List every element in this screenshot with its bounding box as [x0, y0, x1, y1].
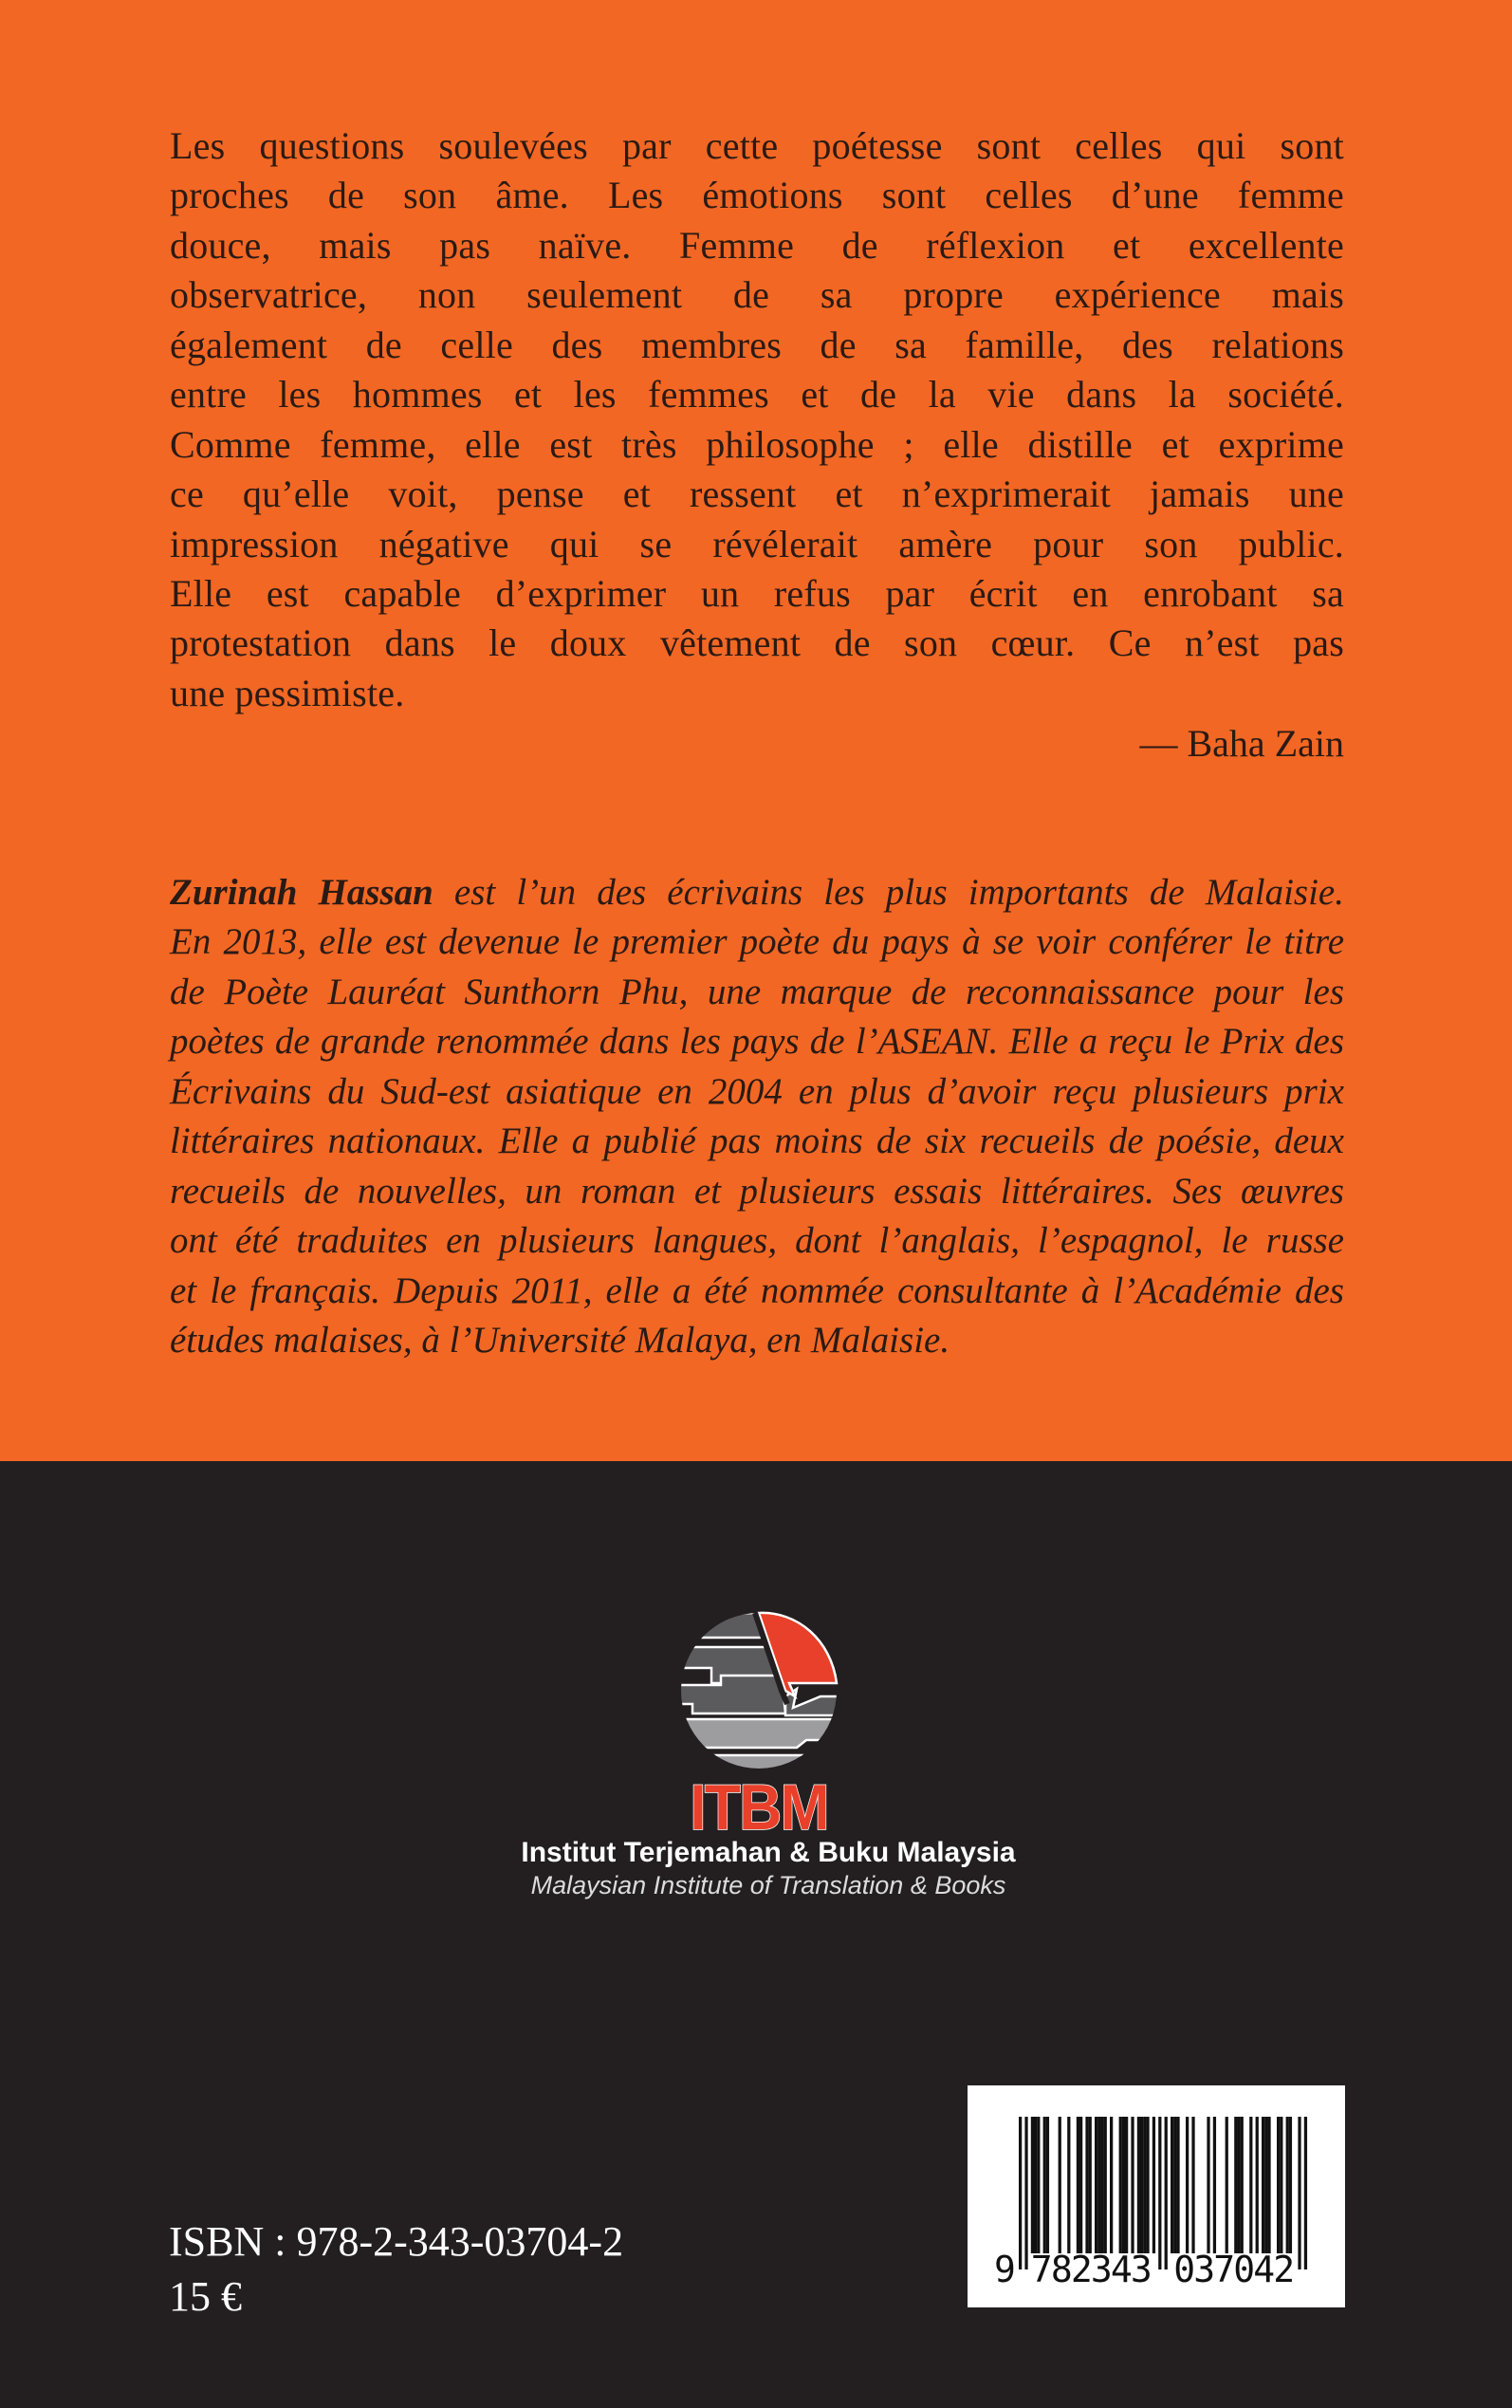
quote-line: impression négative qui se révélerait amère pour son public.: [170, 522, 1344, 565]
bio-line: ont été traduites en plusieurs langues, dont l’anglais, l’espagnol, le russe: [170, 1220, 1344, 1262]
barcode: [968, 2085, 1345, 2307]
bio-line: recueils de nouvelles, un roman et plusieurs essais littéraires. Ses œuvres: [170, 1170, 1344, 1212]
quote-line: observatrice, non seulement de sa propre expérience mais: [170, 273, 1344, 317]
quote-line: Elle est capable d’exprimer un refus par écrit en enrobant sa: [170, 571, 1344, 615]
svg-text:9: 9: [994, 2249, 1016, 2290]
bio-line: et le français. Depuis 2011, elle a été nommée consultante à l’Académie des: [170, 1269, 1344, 1311]
publisher-name: Institut Terjemahan & Buku Malaysia: [521, 1837, 1016, 1868]
bio-line: En 2013, elle est devenue le premier poète du pays à se voir conférer le titre: [170, 921, 1344, 963]
barcode-icon: [968, 2085, 1345, 2307]
author-bio: [170, 868, 1344, 1365]
bio-line: [170, 868, 1344, 917]
quote-line: douce, mais pas naïve. Femme de réflexion et excellente: [170, 223, 1344, 267]
publisher-name-english: Malaysian Institute of Translation & Books: [530, 1871, 1006, 1899]
svg-text:037042: 037042: [1173, 2249, 1296, 2290]
quote-line: Les questions soulevées par cette poétesse sont celles qui sont: [170, 124, 1344, 167]
ship-sail-globe-icon: [664, 1609, 854, 1780]
review-quote: [170, 121, 1344, 718]
bio-line: poètes de grande renommée dans les pays de l’ASEAN. Elle a reçu le Prix des: [170, 1021, 1344, 1063]
bio-line-text: est l’un des écrivains les plus importants de Malaisie.: [433, 872, 1344, 913]
quote-line: proches de son âme. Les émotions sont celles d’une femme: [170, 174, 1344, 217]
bio-line: études malaises, à l’Université Malaya, en Malaisie.: [170, 1319, 950, 1361]
quote-line: protestation dans le doux vêtement de son cœur. Ce n’est pas: [170, 621, 1344, 665]
bio-line: Écrivains du Sud-est asiatique en 2004 en plus d’avoir reçu plusieurs prix: [170, 1070, 1344, 1112]
quote-line: entre les hommes et les femmes et de la vie dans la société.: [170, 373, 1344, 417]
bio-line: de Poète Lauréat Sunthorn Phu, une marque de reconnaissance pour les: [170, 971, 1344, 1012]
bio-line: littéraires nationaux. Elle a publié pas moins de six recueils de poésie, deux: [170, 1121, 1344, 1162]
quote-line: Comme femme, elle est très philosophe ; elle distille et exprime: [170, 422, 1344, 466]
publisher-acronym: ITBM: [690, 1771, 828, 1843]
isbn-text: ISBN : 978-2-343-03704-2: [169, 2218, 624, 2265]
quote-line: ce qu’elle voit, pense et ressent et n’exprimerait jamais une: [170, 472, 1344, 516]
author-name: Zurinah Hassan: [170, 872, 433, 913]
price-text: 15 €: [169, 2273, 242, 2320]
quote-attribution: — Baha Zain: [1139, 722, 1344, 765]
svg-text:782343: 782343: [1030, 2249, 1152, 2290]
quote-line: également de celle des membres de sa famille, des relations: [170, 323, 1344, 366]
quote-line: une pessimiste.: [170, 671, 405, 714]
